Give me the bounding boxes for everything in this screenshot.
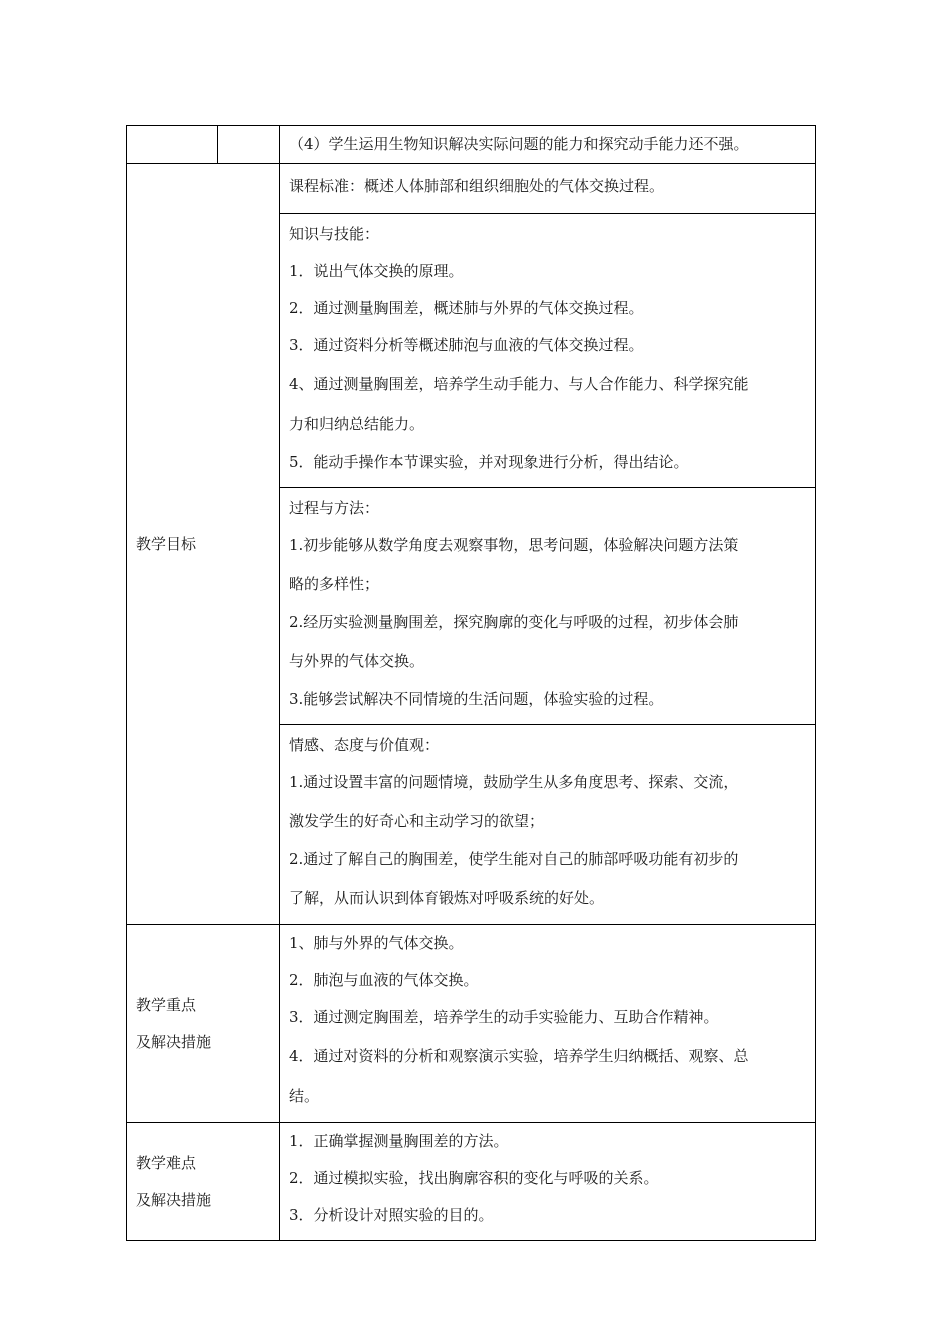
table-row-key-points [127, 925, 816, 1123]
difficulties-label-line-2: 及解决措施 [136, 1190, 212, 1209]
key-point-item: 结。 [289, 1087, 320, 1105]
key-points-label-line-1: 教学重点 [136, 995, 197, 1014]
process-item: 3.能够尝试解决不同情境的生活问题，体验实验的过程。 [289, 690, 664, 708]
process-item: 略的多样性； [289, 575, 380, 593]
key-points-cell [280, 925, 816, 1123]
key-point-item: 4．通过对资料的分析和观察演示实验，培养学生归纳概括、观察、总 [289, 1047, 749, 1065]
empty-cell-b [218, 126, 280, 164]
key-point-item: 1、肺与外界的气体交换。 [289, 934, 464, 952]
difficulty-item: 2．通过模拟实验，找出胸廓容积的变化与呼吸的关系。 [289, 1169, 659, 1187]
emotion-item: 激发学生的好奇心和主动学习的欲望； [289, 812, 545, 830]
difficulty-item: 3．分析设计对照实验的目的。 [289, 1206, 494, 1224]
knowledge-item: 2．通过测量胸围差，概述肺与外界的气体交换过程。 [289, 299, 644, 317]
knowledge-item: 1．说出气体交换的原理。 [289, 262, 464, 280]
process-item: 与外界的气体交换。 [289, 652, 425, 670]
objectives-label: 教学目标 [136, 534, 197, 553]
emotion-heading: 情感、态度与价值观： [289, 736, 440, 754]
course-standard-text: 课程标准：概述人体肺部和组织细胞处的气体交换过程。 [289, 177, 665, 195]
knowledge-item: 5．能动手操作本节课实验，并对现象进行分析，得出结论。 [289, 453, 689, 471]
knowledge-cell [280, 214, 816, 488]
process-item: 2.经历实验测量胸围差，探究胸廓的变化与呼吸的过程，初步体会肺 [289, 613, 739, 631]
course-standard-cell [280, 164, 816, 214]
process-cell [280, 488, 816, 725]
key-point-item: 2．肺泡与血液的气体交换。 [289, 971, 479, 989]
process-heading: 过程与方法： [289, 499, 380, 517]
process-item: 1.初步能够从数学角度去观察事物，思考问题，体验解决问题方法策 [289, 536, 739, 554]
empty-cell-a [127, 126, 218, 164]
emotion-item: 2.通过了解自己的胸围差，使学生能对自己的肺部呼吸功能有初步的 [289, 850, 739, 868]
key-point-item: 3．通过测定胸围差，培养学生的动手实验能力、互助合作精神。 [289, 1008, 719, 1026]
emotion-cell [280, 725, 816, 925]
lesson-plan-table [126, 125, 816, 1241]
difficulties-label-line-1: 教学难点 [136, 1153, 197, 1172]
student-analysis-text: （4）学生运用生物知识解决实际问题的能力和探究动手能力还不强。 [289, 135, 749, 153]
table-row-student-analysis [127, 126, 816, 164]
difficulties-cell [280, 1123, 816, 1241]
knowledge-item: 4、通过测量胸围差，培养学生动手能力、与人合作能力、科学探究能 [289, 375, 749, 393]
knowledge-item: 3．通过资料分析等概述肺泡与血液的气体交换过程。 [289, 336, 644, 354]
key-points-label-cell [127, 925, 280, 1123]
table-row-difficulties [127, 1123, 816, 1241]
table-row-course-standard [127, 164, 816, 214]
difficulties-label-cell [127, 1123, 280, 1241]
emotion-item: 1.通过设置丰富的问题情境，鼓励学生从多角度思考、探索、交流， [289, 773, 739, 791]
knowledge-item: 力和归纳总结能力。 [289, 415, 425, 433]
difficulty-item: 1．正确掌握测量胸围差的方法。 [289, 1132, 509, 1150]
student-analysis-cell [280, 126, 816, 164]
knowledge-heading: 知识与技能： [289, 225, 380, 243]
key-points-label-line-2: 及解决措施 [136, 1032, 212, 1051]
objectives-label-cell [127, 164, 280, 925]
emotion-item: 了解，从而认识到体育锻炼对呼吸系统的好处。 [289, 889, 605, 907]
